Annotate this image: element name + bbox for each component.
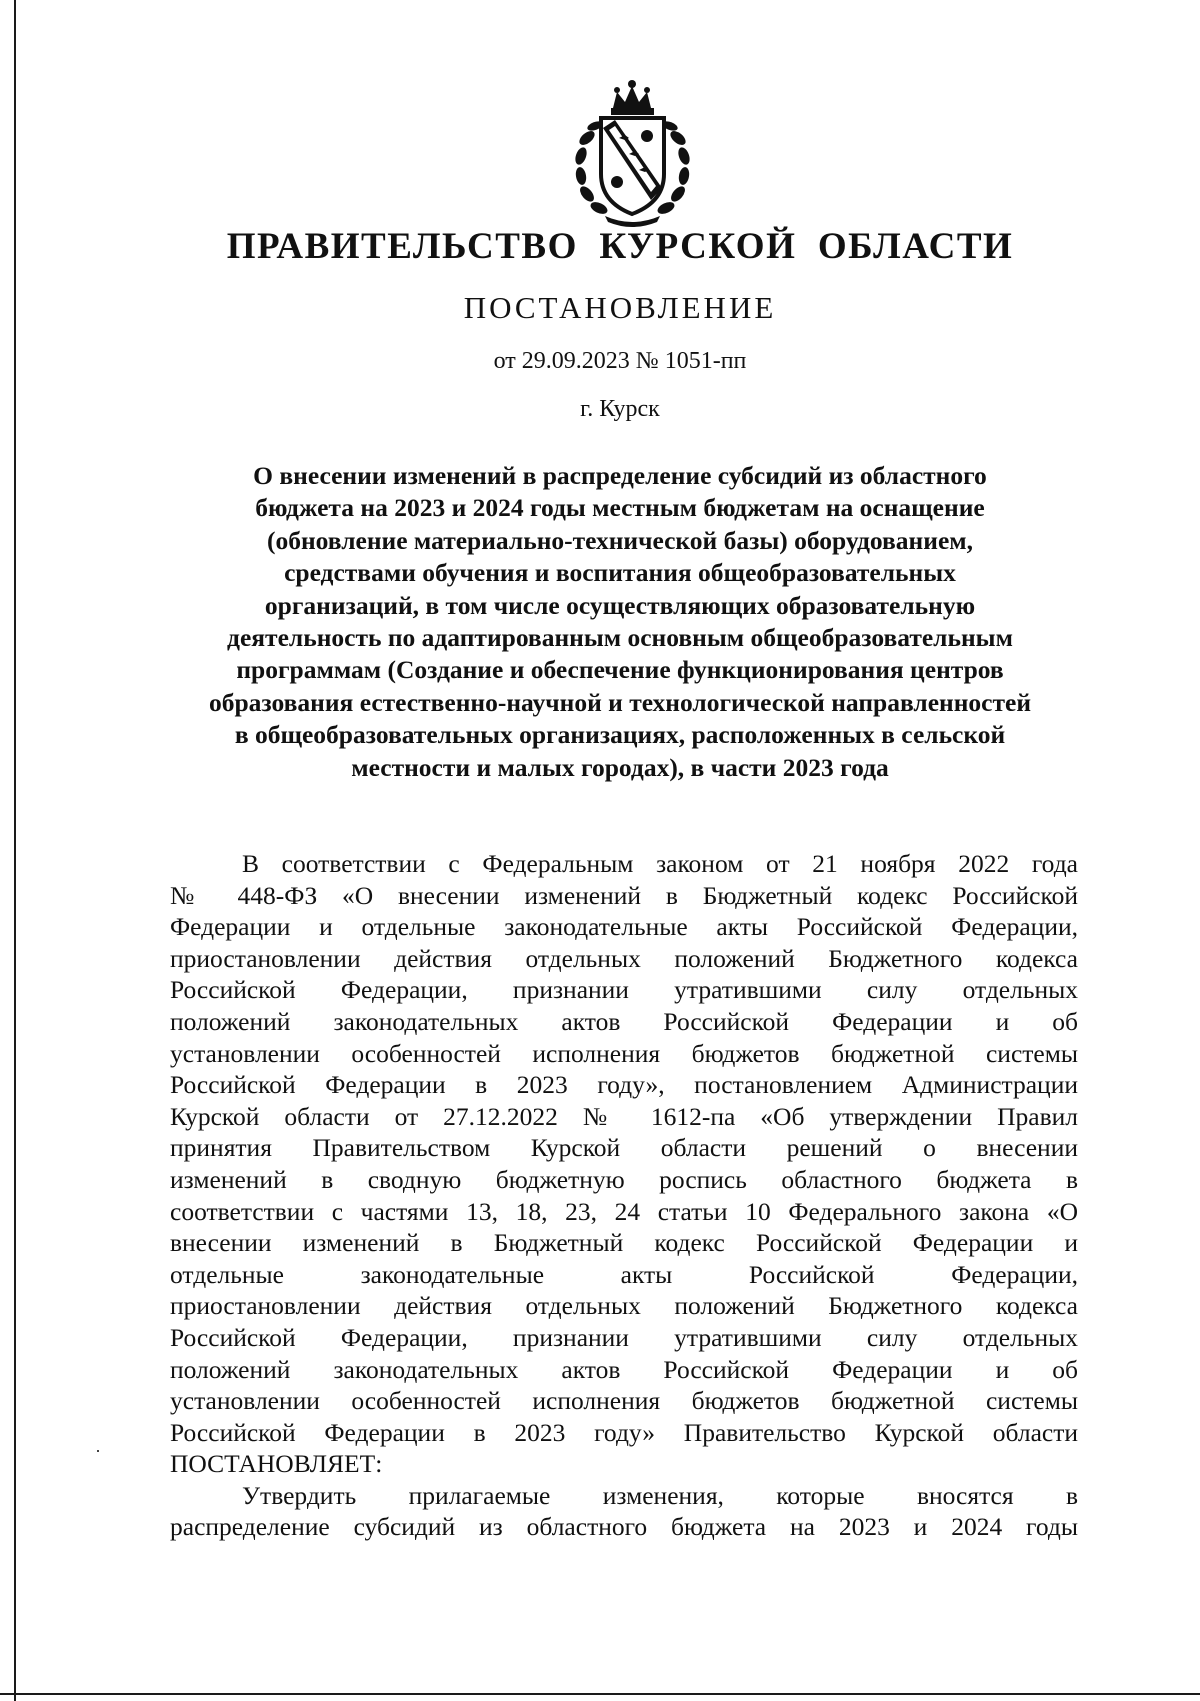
subject-line: (обновление материально-технической базы) оборудованием, <box>266 525 974 555</box>
body-line: принятия Правительством Курской области решений о внесении <box>170 1133 1078 1163</box>
subject-line: деятельность по адаптированным основным общеобразовательным <box>227 623 1013 653</box>
body-line: положений законодательных актов Российской Федерации и об <box>170 1006 1078 1036</box>
body-line: приостановлении действия отдельных положений Бюджетного кодекса <box>170 1291 1078 1321</box>
body-line: Российской Федерации, признании утратившими силу отдельных <box>170 975 1078 1005</box>
kursk-coat-of-arms-icon <box>565 78 700 228</box>
subject-line: образования естественно-научной и технологической направленностей <box>208 687 1032 717</box>
subject-line: в общеобразовательных организациях, расположенных в сельской <box>234 720 1006 750</box>
subject-line: средствами обучения и воспитания общеобразовательных <box>284 558 956 588</box>
body-line: № 448-ФЗ «О внесении изменений в Бюджетный кодекс Российской <box>170 880 1078 910</box>
body-line: изменений в сводную бюджетную роспись областного бюджета в <box>170 1164 1078 1194</box>
body-line: Федерации и отдельные законодательные акты Российской Федерации, <box>170 912 1078 942</box>
body-line: установлении особенностей исполнения бюджетов бюджетной системы <box>170 1386 1078 1416</box>
subject-line: местности и малых городах), в части 2023 года <box>351 752 889 782</box>
subject-line: программам (Создание и обеспечение функционирования центров <box>236 655 1004 685</box>
body-line: отдельные законодательные акты Российской Федерации, <box>170 1259 1078 1289</box>
document-subject <box>160 460 1080 784</box>
body-line: внесении изменений в Бюджетный кодекс Российской Федерации и <box>170 1228 1078 1258</box>
body-line: приостановлении действия отдельных положений Бюджетного кодекса <box>170 943 1078 973</box>
subject-line: организаций, в том числе осуществляющих образовательную <box>264 590 976 620</box>
subject-line: бюджета на 2023 и 2024 годы местным бюджетам на оснащение <box>255 493 985 523</box>
document-number: от 29.09.2023 № 1051-пп <box>493 348 747 374</box>
body-line: Российской Федерации в 2023 году» Правительство Курской области <box>170 1417 1078 1447</box>
body-line: В соответствии с Федеральным законом от 21 ноября 2022 года <box>242 849 1078 878</box>
body-line: положений законодательных актов Российской Федерации и об <box>170 1354 1078 1384</box>
body-line: Российской Федерации в 2023 году», постановлением Администрации <box>170 1070 1078 1100</box>
document-city: г. Курск <box>580 396 660 422</box>
page-edge-left <box>14 0 16 1701</box>
subject-line: О внесении изменений в распределение субсидий из областного <box>253 461 987 490</box>
body-line: распределение субсидий из областного бюджета на 2023 и 2024 годы <box>170 1512 1078 1542</box>
body-line: соответствии с частями 13, 18, 23, 24 статьи 10 Федерального закона «О <box>170 1196 1078 1226</box>
body-line: установлении особенностей исполнения бюджетов бюджетной системы <box>170 1038 1078 1068</box>
body-line: Курской области от 27.12.2022 № 1612-па «Об утверждении Правил <box>170 1101 1078 1131</box>
body-line: ПОСТАНОВЛЯЕТ: <box>170 1449 383 1479</box>
page-edge-bottom <box>0 1693 1200 1695</box>
scan-speck <box>97 1450 99 1452</box>
body-line: Утвердить прилагаемые изменения, которые вносятся в <box>242 1480 1078 1510</box>
document-body <box>170 848 1078 1543</box>
government-title: ПРАВИТЕЛЬСТВО КУРСКОЙ ОБЛАСТИ <box>226 226 1014 267</box>
document-type: ПОСТАНОВЛЕНИЕ <box>463 290 777 325</box>
body-line: Российской Федерации, признании утратившими силу отдельных <box>170 1322 1078 1352</box>
